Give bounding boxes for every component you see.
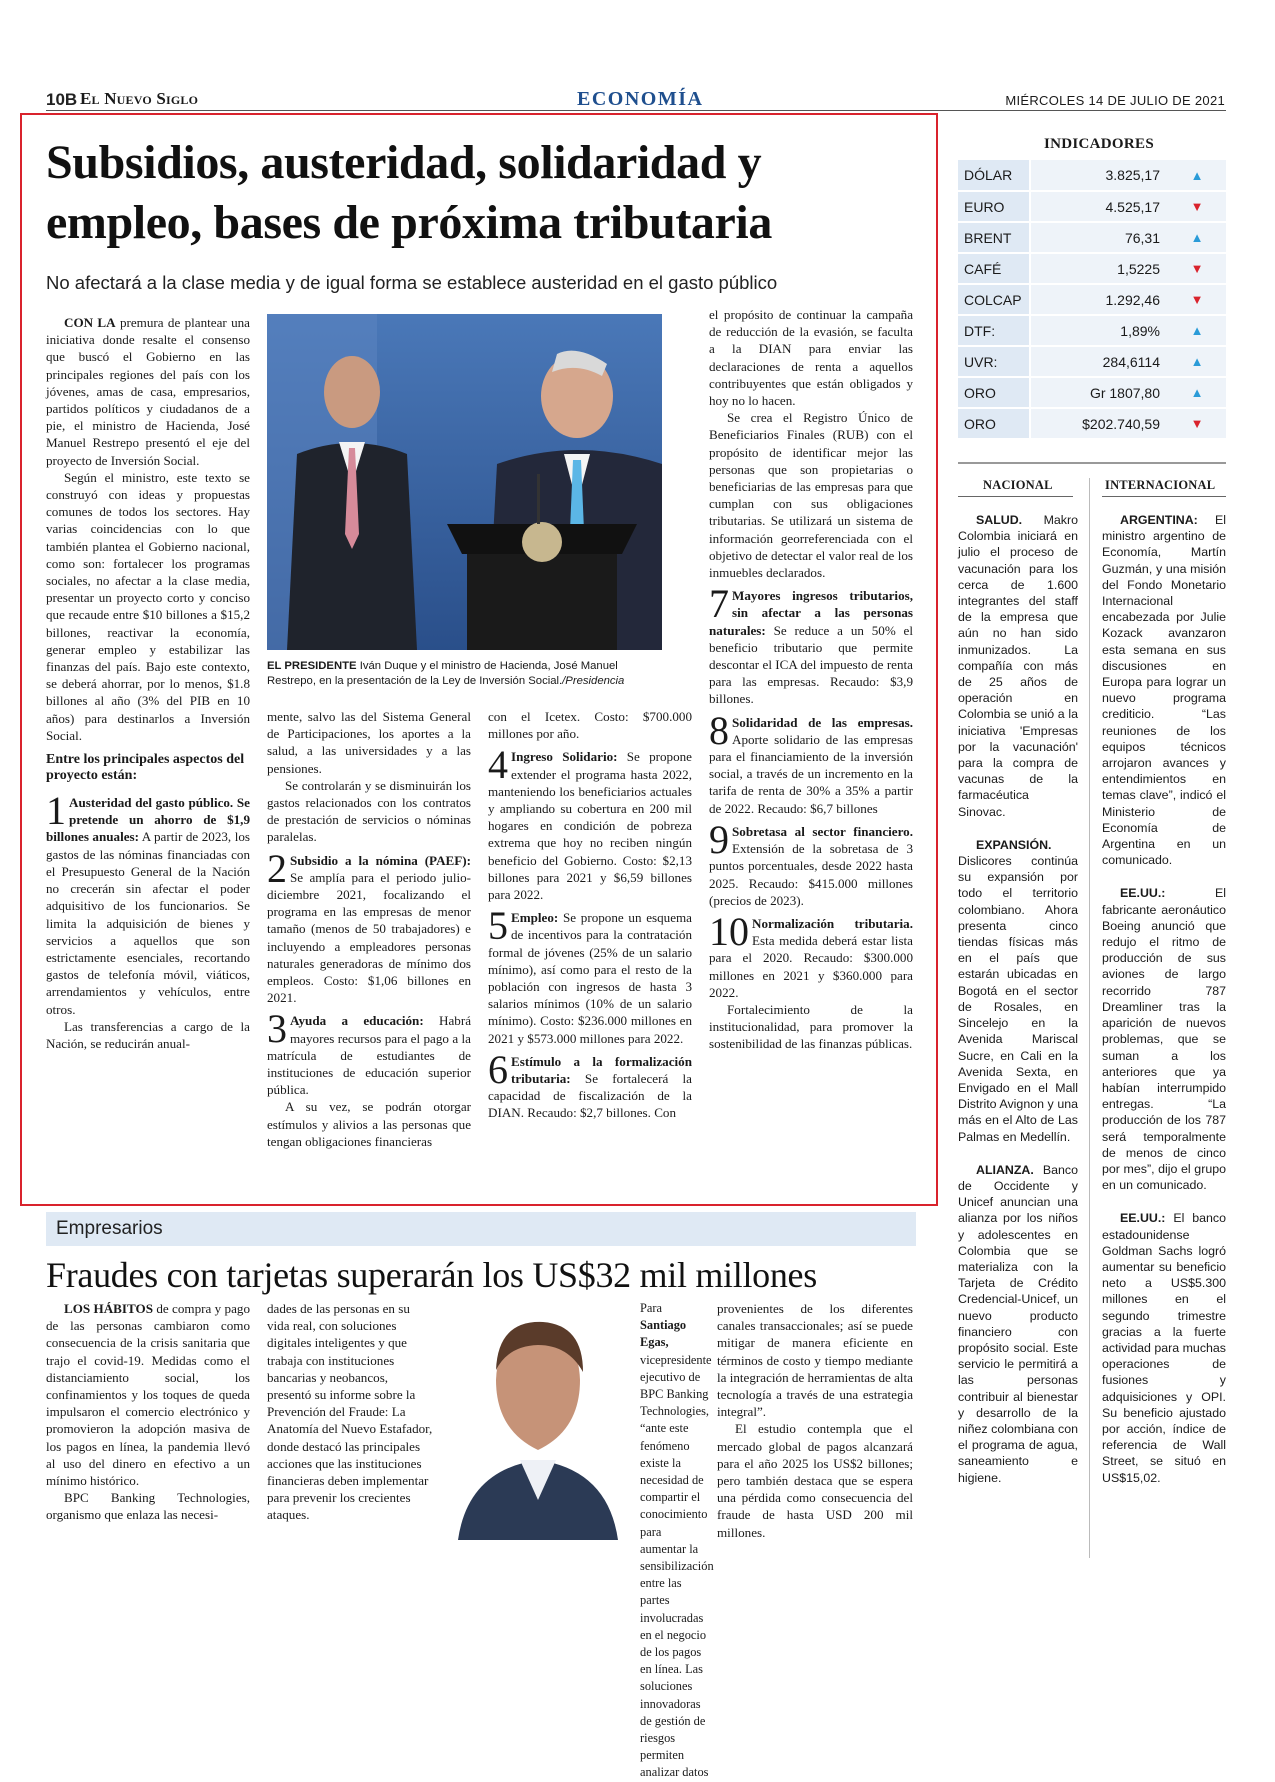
- list-item: 6 Estímulo a la formalización tributaria: Se fortalecerá la capacidad de fiscalización de la DIAN. Recaudo: $2,7 billones. Con: [488, 1046, 692, 1121]
- briefs-divider: [1089, 478, 1090, 1558]
- trend-down-icon: ▼: [1168, 191, 1226, 222]
- indicator-row: [958, 315, 1226, 346]
- photo-caption: EL PRESIDENTE Iván Duque y el ministro de Hacienda, José Manuel Restrepo, en la presentación de la Ley de Inversión Social./Presidencia: [267, 660, 625, 687]
- indicator-row: [958, 408, 1226, 439]
- portrait-photo: [438, 1300, 638, 1540]
- indicator-row: [958, 284, 1226, 315]
- brief-item: EXPANSIÓN. Dislicores continúa su expansión por todo el territorio colombiano. Ahora presenta cinco tiendas físicas más en el país que estarán ubicadas en Bogotá en el sector de Rosales, en Sincelejo en la Avenida Mariscal Sucre, en Cali en la Avenida Sexta, en Envigado en el Mall Distrito Avignon y una más en el Alto de Las Palmas en Medellín.: [958, 837, 1078, 1144]
- indicator-value: 3.825,17: [1030, 160, 1168, 191]
- trend-up-icon: ▲: [1168, 377, 1226, 408]
- indicator-value: 76,31: [1030, 222, 1168, 253]
- indicator-name: UVR:: [958, 346, 1030, 377]
- briefs-internacional-heading: INTERNACIONAL: [1105, 478, 1216, 492]
- story2-headline: Fraudes con tarjetas superarán los US$32 mil millones: [46, 1255, 817, 1295]
- newspaper-name: El Nuevo Siglo: [80, 89, 199, 108]
- list-intro: Entre los principales aspectos del proyecto están:: [46, 752, 245, 784]
- list-item: 7 Mayores ingresos tributarios, sin afectar a las personas naturales: Se reduce a un 50% el beneficio tributario que permite descontar el ICA del impuesto de renta para las empresas. Recaudo: $3,9 billones.: [709, 581, 913, 707]
- list-item: 3 Ayuda a educación: Habrá mayores recursos para el pago a la matrícula de estudiantes de instituciones de educación superior pública.: [267, 1006, 472, 1098]
- list-item: 2 Subsidio a la nómina (PAEF): Se amplía para el periodo julio-diciembre 2021, focalizando el programa en las empresas de menor tamaño (menos de 50 trabajadores) e incluyendo a empleadores personas naturales generadoras de mínimo dos empleos. Costo: $1,06 billones en 2021.: [267, 845, 471, 1006]
- indicator-name: BRENT: [958, 222, 1030, 253]
- indicator-value: Gr 1807,80: [1030, 377, 1168, 408]
- trend-down-icon: ▼: [1168, 408, 1226, 439]
- indicator-value: 1.292,46: [1030, 284, 1168, 315]
- indicator-row: [958, 377, 1226, 408]
- indicator-row: [958, 346, 1226, 377]
- brief-item: ALIANZA. Banco de Occidente y Unicef anuncian una alianza por los niños y adolescentes en Colombia que se materializa con la Tarjeta de Crédito Credencial-Unicef, un nuevo producto financiero con propósito social. Este servicio le permitirá a las personas contribuir al bienestar y desarrollo de la niñez colombiana con el programa de agua, saneamiento e higiene.: [958, 1162, 1078, 1485]
- trend-down-icon: ▼: [1168, 284, 1226, 315]
- brief-item: SALUD. Makro Colombia iniciará en julio el proceso de vacunación para los cerca de 1.600 integrantes del staff de la empresa que aún no han sido inmunizados. La compañía con más de 25 años de operación en Colombia se unió a la iniciativa 'Empresas por la vacunación' para la compra de vacunas de la farmacéutica Sinovac.: [958, 513, 1078, 819]
- indicator-value: $202.740,59: [1030, 408, 1168, 439]
- briefs-rule: [1102, 496, 1226, 497]
- briefs-nacional: [958, 512, 1078, 1562]
- quoted-person: Santiago Egas,: [640, 1318, 687, 1350]
- brief-item: EE.UU.: El fabricante aeronáutico Boeing anunció que redujo el ritmo de producción de sus aviones de largo recorrido 787 Dreamliner tras la aparición de nuevos problemas, que se suman a los anteriores que ya habían interrumpido entregas. “La producción de los 787 será temporalmente de menos de cinco por mes”, dijo el grupo en un comunicado.: [1102, 886, 1226, 1193]
- indicator-name: ORO: [958, 408, 1030, 439]
- story-photo: [267, 314, 662, 650]
- indicator-row: [958, 253, 1226, 284]
- brief-item: EE.UU.: El banco estadounidense Goldman Sachs logró aumentar su beneficio neto a US$5.300 millones en el segundo trimestre gracias a la fuerte actividad para muchas operaciones de fusiones y adquisiciones y OPI. Su beneficio ajustado por acción, índice de referencia de Wall Street, se situó en US$15,02.: [1102, 1211, 1226, 1485]
- trend-up-icon: ▲: [1168, 160, 1226, 191]
- section-label: Empresarios: [56, 1218, 163, 1239]
- indicators-title: INDICADORES: [1044, 136, 1154, 152]
- indicator-name: CAFÉ: [958, 253, 1030, 284]
- indicator-row: [958, 222, 1226, 253]
- indicator-name: ORO: [958, 377, 1030, 408]
- indicator-row: [958, 191, 1226, 222]
- list-item: 10 Normalización tributaria. Esta medida deberá estar lista para el 2020. Recaudo: $300.000 millones en 2021 y $360.000 para 2022.: [709, 908, 913, 1000]
- briefs-nacional-heading: NACIONAL: [983, 478, 1053, 492]
- header-rule: [46, 110, 1226, 111]
- story1-column-1: CON LA premura de plantear una iniciativa donde resalte el consenso que buscó el Gobierno en las principales regiones del país con los jóvenes, amas de casa, empresarios, partidos políticos y ciudadanos de a pie, el ministro de Hacienda, José Manuel Restrepo presentó el eje del proyecto de Inversión Social. Según el ministro, este texto se construyó con ideas y propuestas comunes de todos los sectores. Hay varias coincidencias con lo que también plantea el Gobierno nacional, como son: fortalecer los programas sociales, no afectar a la clase media, presentar un proyecto corto y conciso que recaude entre $10 billones a $15,2 billones, reactivar la economía, generar empleo y estabilizar las finanzas del país. Bajo este contexto, se deberá ahorrar, por lo menos, $1.8 billones al año (3% del PIB en 10 años) para destinarlos a Inversión Social. Entre los principales aspectos del proyecto están: 1 Austeridad del gasto público. Se pretende un ahorro de $1,9 billones anuales: A partir de 2023, los gastos de las nóminas financiadas con el Presupuesto General de la Nación no crecerán sin afectar el poder adquisitivo de los funcionarios. Se limita la adquisición de bienes y servicios a aquellos que son estrictamente esenciales, recortando gastos de telefonía móvil, viáticos, arrendamientos y vehículos, entre otros. Las transferencias a cargo de la Nación, se reducirán anual-: [46, 315, 250, 1051]
- trend-up-icon: ▲: [1168, 222, 1226, 253]
- brief-item: ARGENTINA: El ministro argentino de Economía, Martín Guzmán, y una misión del Fondo Monetario Internacional encabezada por Julie Kozack avanzaron esta semana en sus discusiones en Europa para lograr un nuevo programa crediticio. “Las reuniones de los equipos técnicos arrojaron avances y entendimientos en temas clave”, indicó el Ministerio de Economía de Argentina en un comunicado.: [1102, 513, 1226, 868]
- lead-in: LOS HÁBITOS: [64, 1301, 153, 1316]
- list-item: 8 Solidaridad de las empresas. Aporte solidario de las empresas para el financiamiento de la inversión social, a través de un incremento en la tarifa de renta de 30% a 35% a partir de 2022. Recaudo: $6,7 billones: [709, 707, 913, 816]
- story2-column-3: Para Santiago Egas, vicepresidente ejecutivo de BPC Banking Technologies, “ante este fenómeno existe la necesidad de compartir el conocimiento para aumentar la sensibilización entre las partes involucradas en el negocio de los pagos en línea. Las soluciones innovadoras de gestión de riesgos permiten analizar datos: [640, 1301, 714, 1780]
- indicators-table: [958, 160, 1226, 440]
- indicator-name: COLCAP: [958, 284, 1030, 315]
- trend-up-icon: ▲: [1168, 346, 1226, 377]
- section-bar: [46, 1212, 916, 1246]
- indicator-value: 4.525,17: [1030, 191, 1168, 222]
- list-item: 1 Austeridad del gasto público. Se pretende un ahorro de $1,9 billones anuales: A partir de 2023, los gastos de las nóminas financiadas con el Presupuesto General de la Nación no crecerán sin afectar el poder adquisitivo de los funcionarios. Se limita la adquisición de bienes y servicios a aquellos que son estrictamente esenciales, recortando gastos de telefonía móvil, viáticos, arrendamientos y vehículos, entre otros.: [46, 788, 250, 1017]
- story1-column-2: mente, salvo las del Sistema General de Participaciones, los aportes a la salud, a las universidades y a las pensiones. Se controlarán y se disminuirán los gastos relacionados con los contratos de prestación de servicios o nóminas paralelas. 2 Subsidio a la nómina (PAEF): Se amplía para el periodo julio-diciembre 2021, focalizando el programa en las empresas de menor tamaño (menos de 50 trabajadores) e incluyendo a empleadores personas naturales generadoras de mínimo dos empleos. Costo: $1,06 billones en 2021. 3 Ayuda a educación: Habrá mayores recursos para el pago a la matrícula de estudiantes de instituciones de educación superior pública. A su vez, se podrán otorgar estímulos y alivios a las personas que tengan obligaciones financieras: [267, 709, 472, 1149]
- indicator-value: 284,6114: [1030, 346, 1168, 377]
- story2-column-2: dades de las personas en su vida real, con soluciones digitales inteligentes y que trabaja con instituciones bancarias y neobancos, presentó su informe sobre la Prevención del Fraude: La Anatomía del Nuevo Estafador, donde destacó las principales acciones que las instituciones financieras deben implementar para prevenir los crecientes ataques.: [267, 1301, 433, 1523]
- indicator-name: DTF:: [958, 315, 1030, 346]
- list-item: 5 Empleo: Se propone un esquema de incentivos para la contratación formal de jóvenes (25% de un salario mínimo), así como para el resto de la población con ingresos de hasta 3 salarios mínimos (10% de un salario mínimo). Costo: $236.000 millones en 2021 y $573.000 millones para 2022.: [488, 903, 692, 1046]
- main-headline: Subsidios, austeridad, solidaridad y empleo, bases de próxima tributaria: [46, 136, 772, 249]
- photo-credit: /Presidencia: [562, 675, 625, 687]
- indicator-name: DÓLAR: [958, 160, 1030, 191]
- list-item: 9 Sobretasa al sector financiero. Extensión de la sobretasa de 3 puntos porcentuales, desde 2022 hasta 2025. Recaudo: $415.000 millones (precios de 2023).: [709, 816, 913, 908]
- story2-column-4: provenientes de los diferentes canales transaccionales; así se puede mitigar de manera eficiente en términos de costo y tiempo mediante la integración de herramientas de alta tecnología a través de una estrategia integral”. El estudio contempla que el mercado global de pagos alcanzará para el año 2025 los US$2 billones; pero también destaca que se espera una pérdida como consecuencia del fraude de hasta USD 200 mil millones.: [717, 1301, 913, 1540]
- indicators-rule: [958, 462, 1226, 464]
- lead-in: CON LA: [64, 315, 116, 330]
- indicator-value: 1,89%: [1030, 315, 1168, 346]
- story2-column-1: LOS HÁBITOS de compra y pago de las personas cambiaron como consecuencia de la crisis sanitaria que trajo el covid-19. Medidas como el distanciamiento social, los confinamientos y los toques de queda impulsaron el comercio electrónico y promovieron la adopción masiva de los pagos en línea, la pandemia llevó al uso del dinero en efectivo a un mínimo histórico. BPC Banking Technologies, organismo que enlaza las necesi-: [46, 1301, 250, 1523]
- trend-down-icon: ▼: [1168, 253, 1226, 284]
- story1-column-4: el propósito de continuar la campaña de reducción de la evasión, se faculta a la DIAN para enviar las declaraciones de renta a aquellos contribuyentes que están obligados y hoy no lo hacen. Se crea el Registro Único de Beneficiarios Finales (RUB) con el propósito de identificar mejor las personas que son propietarias o beneficiarias de las empresas para que cumplan con sus obligaciones tributarias. Se utilizará un sistema de información georreferenciada con el objetivo de detectar el valor real de los inmuebles declarados. 7 Mayores ingresos tributarios, sin afectar a las personas naturales: Se reduce a un 50% el beneficio tributario que permite descontar el ICA del impuesto de renta para las empresas. Recaudo: $3,9 billones. 8 Solidaridad de las empresas. Aporte solidario de las empresas para el financiamiento de la inversión social, a través de un incremento en la tarifa de renta de 30% a 35% a partir de 2022. Recaudo: $6,7 billones 9 Sobretasa al sector financiero. Extensión de la sobretasa de 3 puntos porcentuales, desde 2022 hasta 2025. Recaudo: $415.000 millones (precios de 2023). 10 Normalización tributaria. Esta medida deberá estar lista para el 2020. Recaudo: $300.000 millones en 2021 y $360.000 para 2022. Fortalecimiento de la institucionalidad, para promover la sostenibilidad de las finanzas públicas.: [709, 307, 913, 1052]
- indicator-row: [958, 160, 1226, 191]
- page-number: 10B: [46, 90, 78, 109]
- section-title: ECONOMÍA: [577, 88, 704, 110]
- indicator-name: EURO: [958, 191, 1030, 222]
- story1-column-3: con el Icetex. Costo: $700.000 millones por año. 4 Ingreso Solidario: Se propone extender el programa hasta 2022, manteniendo los beneficiarios actuales y ampliando su cobertura en 200 mil hogares en condición de pobreza extrema que hoy no reciben ningún beneficio del Gobierno. Costo: $2,13 billones para 2021 y $6,59 billones para 2022. 5 Empleo: Se propone un esquema de incentivos para la contratación formal de jóvenes (25% de un salario mínimo), así como para el resto de la población con ingresos de hasta 3 salarios mínimos (10% de un salario mínimo). Costo: $236.000 millones en 2021 y $573.000 millones para 2022. 6 Estímulo a la formalización tributaria: Se fortalecerá la capacidad de fiscalización de la DIAN. Recaudo: $2,7 billones. Con: [488, 709, 692, 1121]
- issue-date: MIÉRCOLES 14 DE JULIO DE 2021: [1005, 93, 1225, 108]
- list-item: 4 Ingreso Solidario: Se propone extender el programa hasta 2022, manteniendo los beneficiarios actuales y ampliando su cobertura en 200 mil hogares en condición de pobreza extrema que hoy no reciben ningún beneficio del Gobierno. Costo: $2,13 billones para 2021 y $6,59 billones para 2022.: [488, 742, 692, 903]
- briefs-rule: [958, 496, 1073, 497]
- indicator-value: 1,5225: [1030, 253, 1168, 284]
- trend-up-icon: ▲: [1168, 315, 1226, 346]
- briefs-internacional: [1102, 512, 1226, 1562]
- main-subhead: No afectará a la clase media y de igual forma se establece austeridad en el gasto público: [46, 272, 778, 293]
